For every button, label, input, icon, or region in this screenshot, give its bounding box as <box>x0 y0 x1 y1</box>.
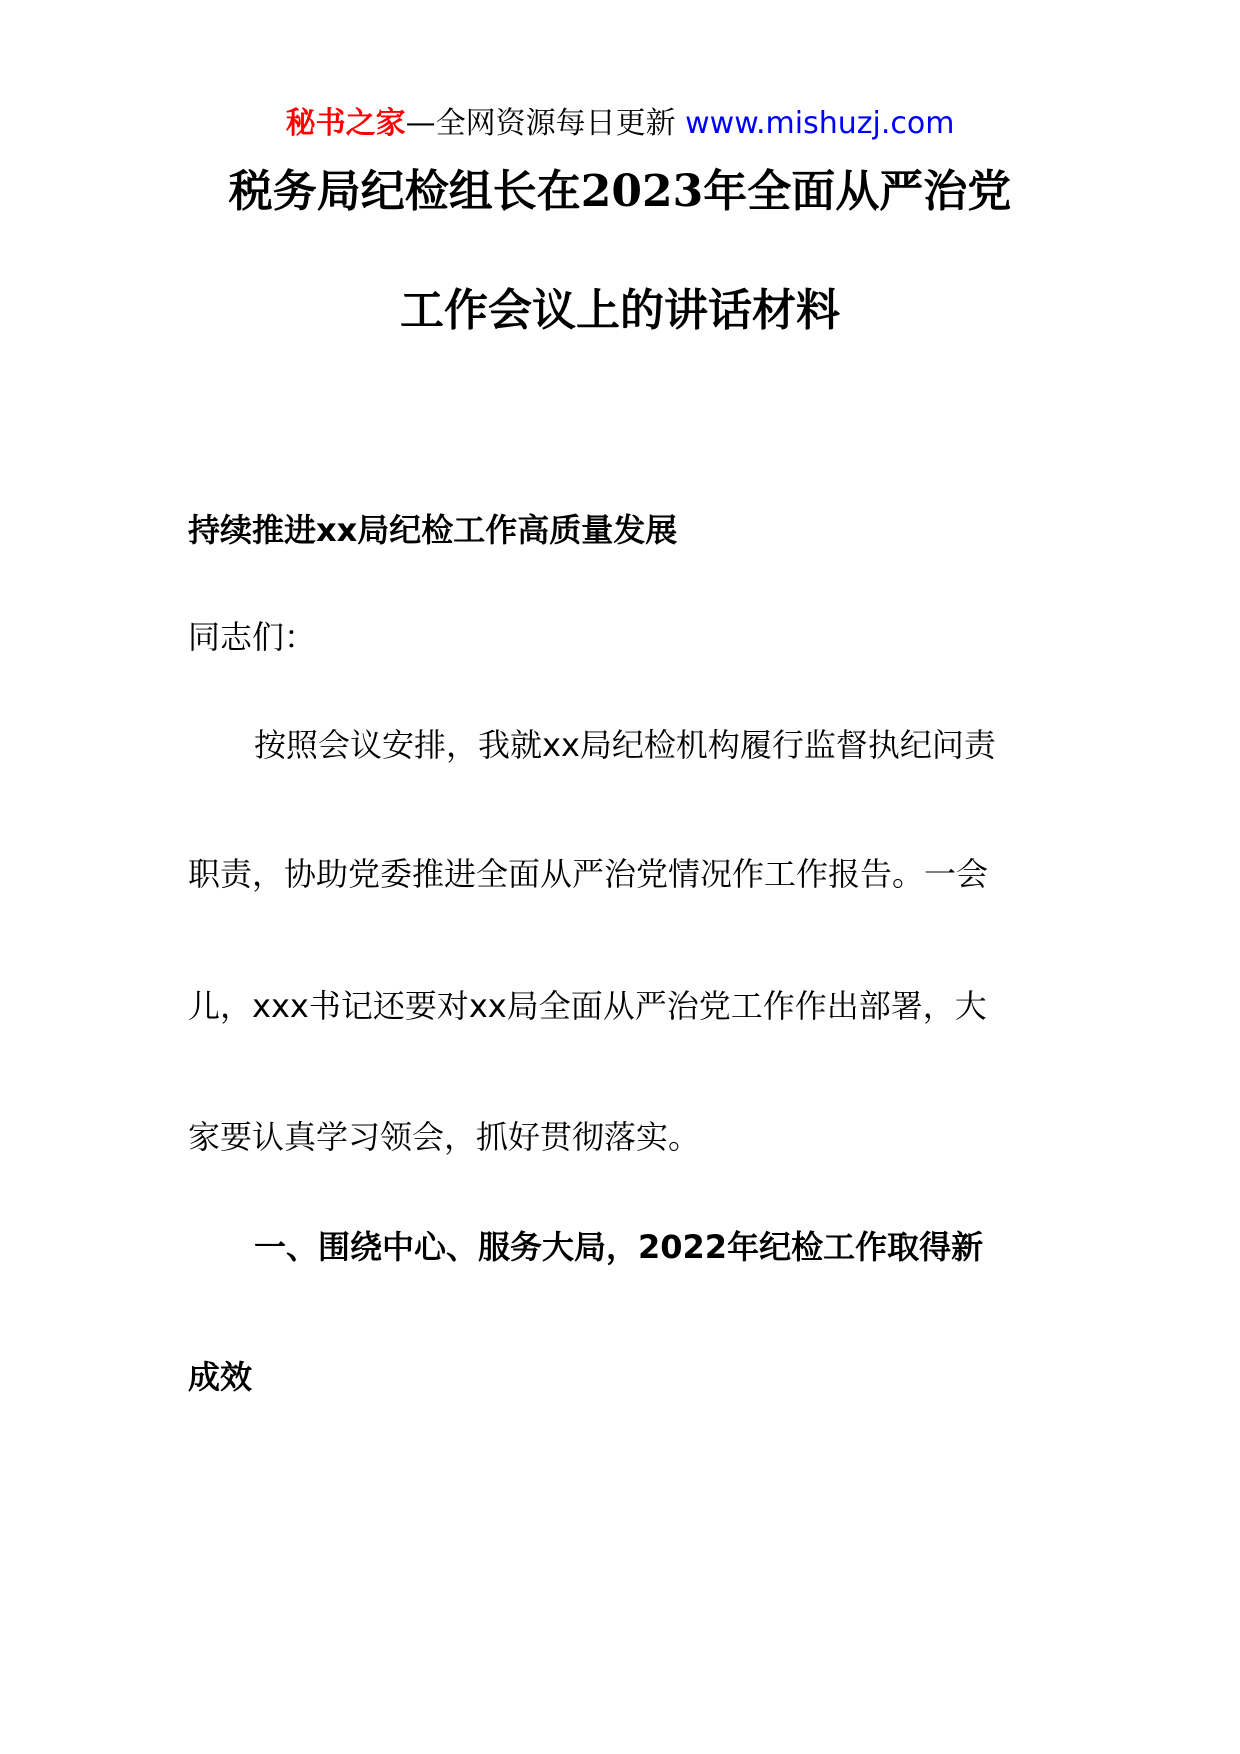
site-tagline: —全网资源每日更新 <box>405 106 686 141</box>
paragraph-1-line-3: 儿，xxx书记还要对xx局全面从严治党工作作出部署，大 <box>188 987 987 1025</box>
document-subtitle: 持续推进xx局纪检工作高质量发展 <box>188 511 678 549</box>
document-title-line-1: 税务局纪检组长在2023年全面从严治党 <box>228 166 1012 217</box>
site-banner <box>0 104 1240 144</box>
document-title-line-2: 工作会议上的讲话材料 <box>400 285 840 336</box>
site-url-link[interactable]: www.mishuzj.com <box>685 106 955 141</box>
paragraph-1-line-1: 按照会议安排，我就xx局纪检机构履行监督执纪问责 <box>254 726 996 764</box>
section-1-heading-line-2: 成效 <box>188 1358 253 1396</box>
section-1-heading-line-1: 一、围绕中心、服务大局，2022年纪检工作取得新 <box>254 1228 984 1266</box>
salutation: 同志们： <box>188 618 317 656</box>
paragraph-1-line-4: 家要认真学习领会，抓好贯彻落实。 <box>188 1118 701 1156</box>
paragraph-1-line-2: 职责，协助党委推进全面从严治党情况作工作报告。一会 <box>188 855 989 893</box>
site-brand: 秘书之家 <box>285 106 406 141</box>
